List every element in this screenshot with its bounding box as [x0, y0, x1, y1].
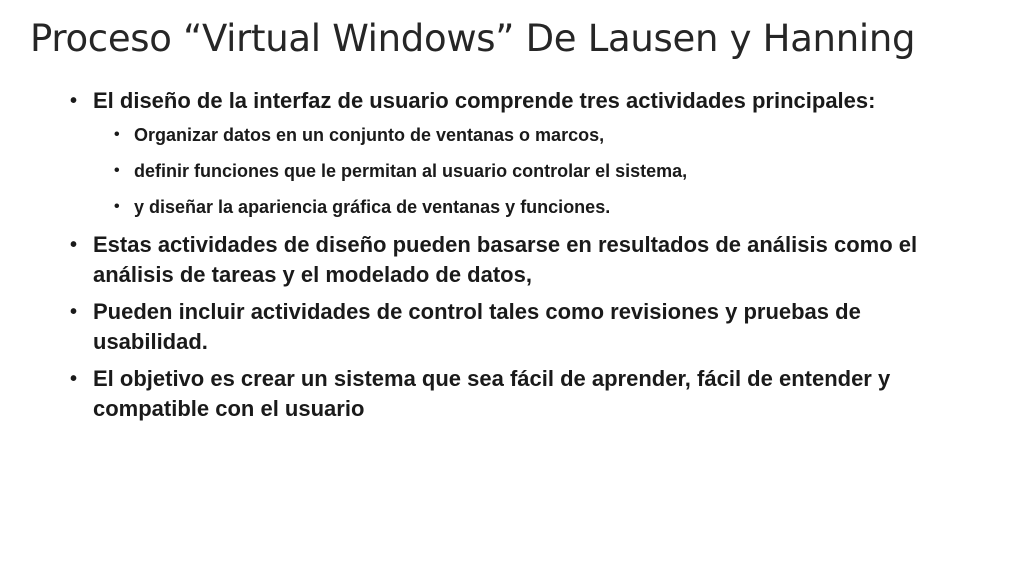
- bullet-list: [70, 86, 970, 431]
- bullet-icon: •: [70, 301, 78, 323]
- bullet-text: Pueden incluir actividades de control tales como revisiones y pruebas de usabilidad.: [93, 299, 861, 354]
- sub-bullet-text: definir funciones que le permitan al usuario controlar el sistema,: [134, 161, 688, 181]
- sub-bullet-text: Organizar datos en un conjunto de ventanas o marcos,: [134, 125, 605, 145]
- bullet-item: [70, 230, 970, 290]
- bullet-icon: •: [114, 198, 120, 215]
- bullet-icon: •: [70, 234, 78, 256]
- bullet-text: El objetivo es crear un sistema que sea fácil de aprender, fácil de entender y compatible con el usuario: [93, 366, 891, 421]
- bullet-item: [70, 86, 970, 220]
- bullet-icon: •: [114, 126, 120, 143]
- bullet-text: El diseño de la interfaz de usuario comprende tres actividades principales:: [93, 88, 876, 113]
- bullet-item: [70, 297, 970, 357]
- bullet-icon: •: [70, 368, 78, 390]
- sub-bullet-item: [114, 194, 970, 220]
- bullet-icon: •: [114, 162, 120, 179]
- bullet-icon: •: [70, 90, 78, 112]
- sub-bullet-item: [114, 158, 970, 184]
- sub-bullet-text: y diseñar la apariencia gráfica de ventanas y funciones.: [134, 197, 611, 217]
- sub-bullet-list: [93, 122, 970, 220]
- bullet-text: Estas actividades de diseño pueden basarse en resultados de análisis como el análisis de tareas y el modelado de datos,: [93, 232, 918, 287]
- bullet-item: [70, 364, 970, 424]
- slide-title: Proceso “Virtual Windows” De Lausen y Hanning: [30, 17, 916, 60]
- sub-bullet-item: [114, 122, 970, 148]
